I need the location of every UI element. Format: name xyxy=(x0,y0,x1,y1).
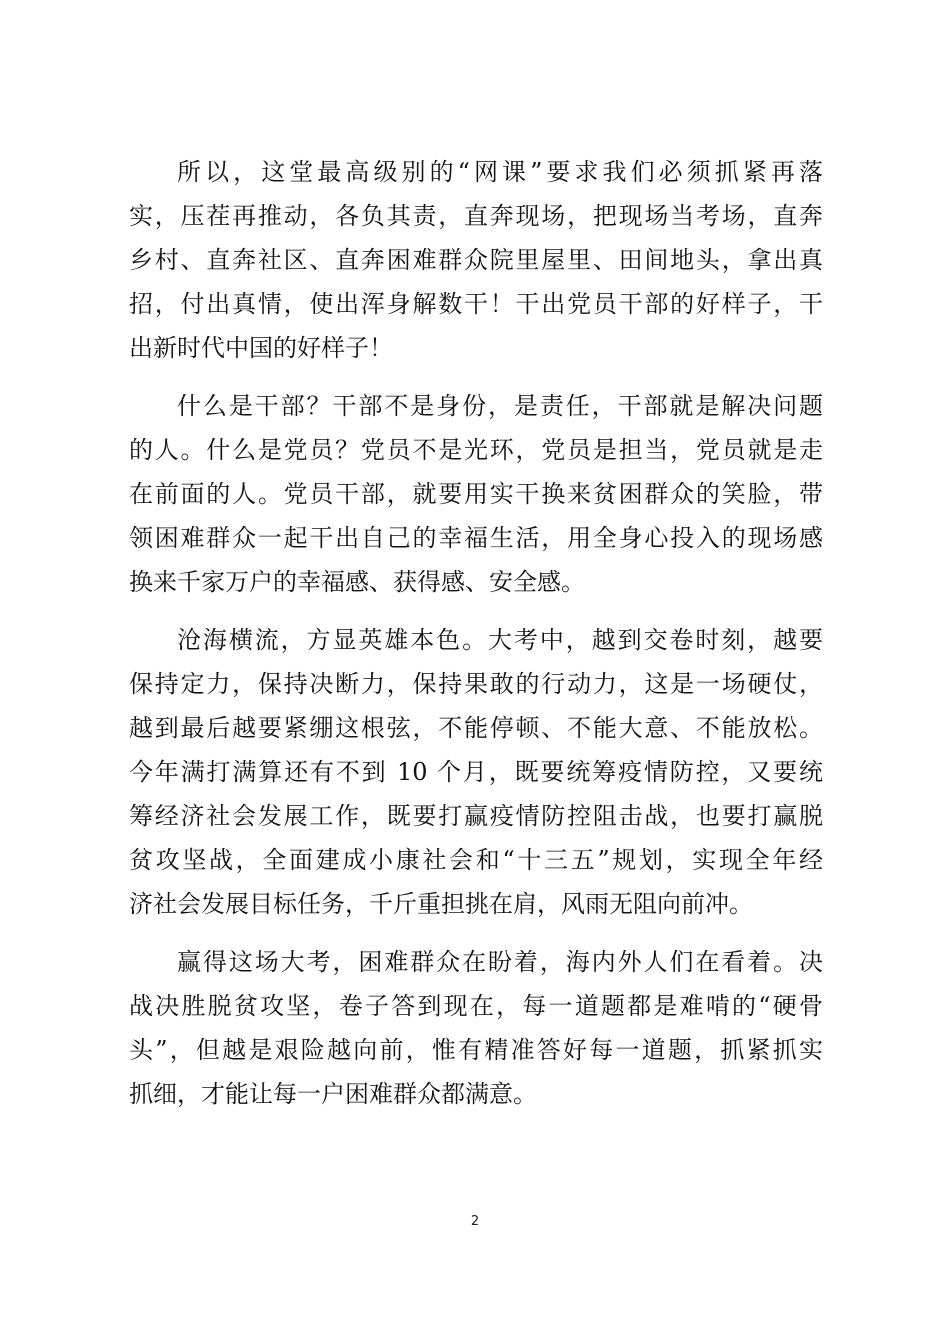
text-line: 什么是干部？干部不是身份，是责任，干部就是解决问题 xyxy=(177,392,823,420)
text-line: 招，付出真情，使出浑身解数干！干出党员干部的好样子，干 xyxy=(129,290,823,318)
text-line: 出新时代中国的好样子！ xyxy=(129,334,393,362)
text-line: 抓细，才能让每一户困难群众都满意。 xyxy=(129,1080,537,1108)
text-line: 实，压茬再推动，各负其责，直奔现场，把现场当考场，直奔 xyxy=(129,202,823,230)
text-line: 济社会发展目标任务，千斤重担挑在肩，风雨无阻向前冲。 xyxy=(129,890,753,918)
text-line: 筹经济社会发展工作，既要打赢疫情防控阻击战，也要打赢脱 xyxy=(129,802,823,830)
page-number: 2 xyxy=(470,1214,480,1229)
paragraph-3 xyxy=(129,618,823,926)
text-line: 头”，但越是艰险越向前，惟有精准答好每一道题，抓紧抓实 xyxy=(129,1036,823,1064)
text-line: 所以，这堂最高级别的“网课”要求我们必须抓紧再落 xyxy=(177,158,823,186)
text-line: 领困难群众一起干出自己的幸福生活，用全身心投入的现场感 xyxy=(129,524,823,552)
text-line: 换来千家万户的幸福感、获得感、安全感。 xyxy=(129,568,585,596)
text-line: 越到最后越要紧绷这根弦，不能停顿、不能大意、不能放松。 xyxy=(129,714,823,742)
text-line: 今年满打满算还有不到 10 个月，既要统筹疫情防控，又要统 xyxy=(129,758,823,786)
text-line: 在前面的人。党员干部，就要用实干换来贫困群众的笑脸，带 xyxy=(129,480,823,508)
paragraph-1 xyxy=(129,150,823,370)
text-line: 沧海横流，方显英雄本色。大考中，越到交卷时刻，越要 xyxy=(177,626,823,654)
body-text xyxy=(129,150,823,1130)
text-line: 乡村、直奔社区、直奔困难群众院里屋里、田间地头，拿出真 xyxy=(129,246,823,274)
text-line: 赢得这场大考，困难群众在盼着，海内外人们在看着。决 xyxy=(177,948,823,976)
text-line: 保持定力，保持决断力，保持果敢的行动力，这是一场硬仗， xyxy=(129,670,823,698)
paragraph-2 xyxy=(129,384,823,604)
text-line: 战决胜脱贫攻坚，卷子答到现在，每一道题都是难啃的“硬骨 xyxy=(129,992,823,1020)
text-line: 的人。什么是党员？党员不是光环，党员是担当，党员就是走 xyxy=(129,436,823,464)
text-line: 贫攻坚战，全面建成小康社会和“十三五”规划，实现全年经 xyxy=(129,846,823,874)
paragraph-4 xyxy=(129,940,823,1116)
